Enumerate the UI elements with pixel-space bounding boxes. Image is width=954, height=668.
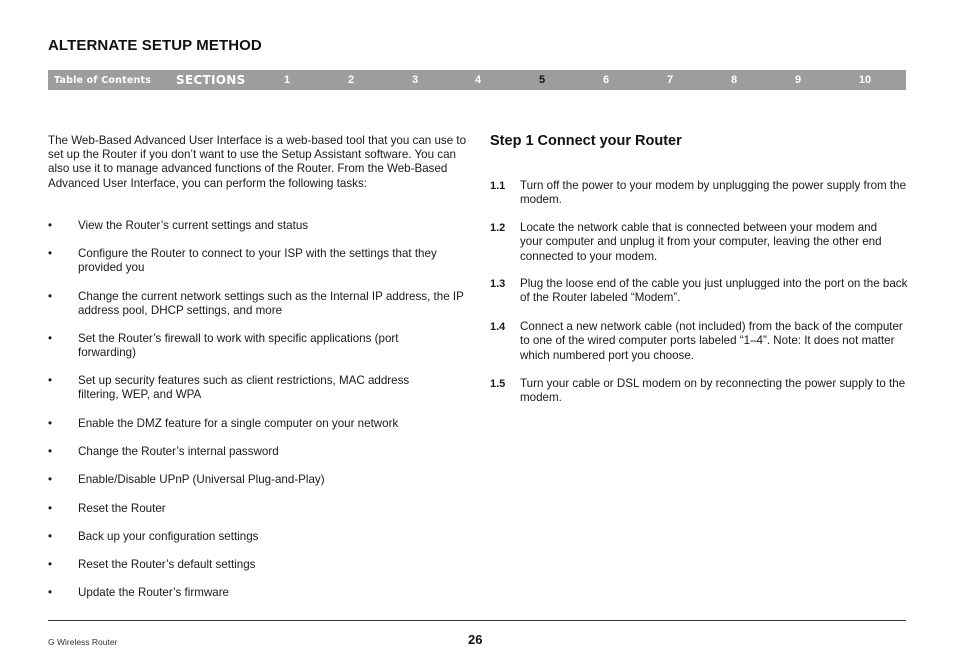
step-heading: Step 1 Connect your Router	[490, 133, 682, 149]
bullet-icon: •	[48, 219, 53, 232]
section-link-8[interactable]: 8	[730, 74, 738, 86]
step-text: Locate the network cable that is connected between your modem and your computer and unplug it from your computer, leaving the other end connected to your modem.	[520, 221, 882, 263]
section-link-4[interactable]: 4	[474, 74, 482, 86]
bullet-icon: •	[48, 374, 53, 387]
bullet-icon: •	[48, 247, 53, 260]
bullet-icon: •	[48, 502, 53, 515]
bullet-icon: •	[48, 445, 53, 458]
section-link-5[interactable]: 5	[538, 74, 546, 86]
section-link-1[interactable]: 1	[283, 74, 291, 86]
section-navbar	[48, 70, 906, 90]
bullet-icon: •	[48, 586, 53, 599]
bullet-icon: •	[48, 558, 53, 571]
step-text: Turn your cable or DSL modem on by reconnecting the power supply to the modem.	[520, 377, 906, 405]
bullet-icon: •	[48, 332, 53, 345]
step-number: 1.3	[490, 278, 506, 290]
section-link-6[interactable]: 6	[602, 74, 610, 86]
section-link-9[interactable]: 9	[794, 74, 802, 86]
section-link-7[interactable]: 7	[666, 74, 674, 86]
footer-product-name: G Wireless Router	[48, 637, 118, 647]
step-number: 1.1	[490, 180, 506, 192]
section-link-10[interactable]: 10	[858, 74, 872, 86]
step-text: Turn off the power to your modem by unplugging the power supply from the modem.	[520, 179, 907, 207]
footer-divider	[48, 620, 906, 621]
step-text: Connect a new network cable (not included) from the back of the computer to one of the wired computer ports labeled “1–4”. Note: It does not matter which numbered port you choose.	[520, 320, 903, 362]
page-number: 26	[468, 632, 483, 647]
bullet-icon: •	[48, 473, 53, 486]
table-of-contents-link[interactable]: Table of Contents	[54, 75, 152, 86]
bullet-icon: •	[48, 290, 53, 303]
intro-paragraph: The Web-Based Advanced User Interface is a web-based tool that you can use to set up the Router if you don’t want to use the Setup Assistant software. You can also use it to manage advanced functions of the Router. From the Web-Based Advanced User Interface, you can perform the following tasks:	[48, 134, 467, 190]
bullet-icon: •	[48, 417, 53, 430]
step-number: 1.2	[490, 222, 506, 234]
section-link-2[interactable]: 2	[347, 74, 355, 86]
step-number: 1.5	[490, 378, 506, 390]
step-number: 1.4	[490, 321, 506, 333]
page-title: ALTERNATE SETUP METHOD	[48, 37, 262, 54]
sections-label: SECTIONS	[176, 73, 246, 87]
left-column: The Web-Based Advanced User Interface is a web-based tool that you can use to set up the Router if you don’t want to use the Setup Assistant software. You can also use it to manage advanced functions of the Router. From the Web-Based Advanced User Interface, you can perform the following tasks: • View the Router’s current settings and status • Configure the Router to connect to your ISP with the settings that they provided you • Change the current network settings such as the Internal IP address, the IP address pool, DHCP settings, and more • Set the Router’s firewall to work with specific applications (port forwarding) • Set up security features such as client restrictions, MAC address filtering, WEP, and WPA • Enable the DMZ feature for a single computer on your network • Change the Router’s internal password • Enable/Disable UPnP (Universal Plug-and-Play) • Reset the Router • Back up your configuration settings • Reset the Router’s default settings • Update the Router’s firmware	[48, 134, 467, 599]
step-text: Plug the loose end of the cable you just unplugged into the port on the back of the Router labeled “Modem”.	[520, 277, 908, 305]
section-link-3[interactable]: 3	[411, 74, 419, 86]
bullet-icon: •	[48, 530, 53, 543]
